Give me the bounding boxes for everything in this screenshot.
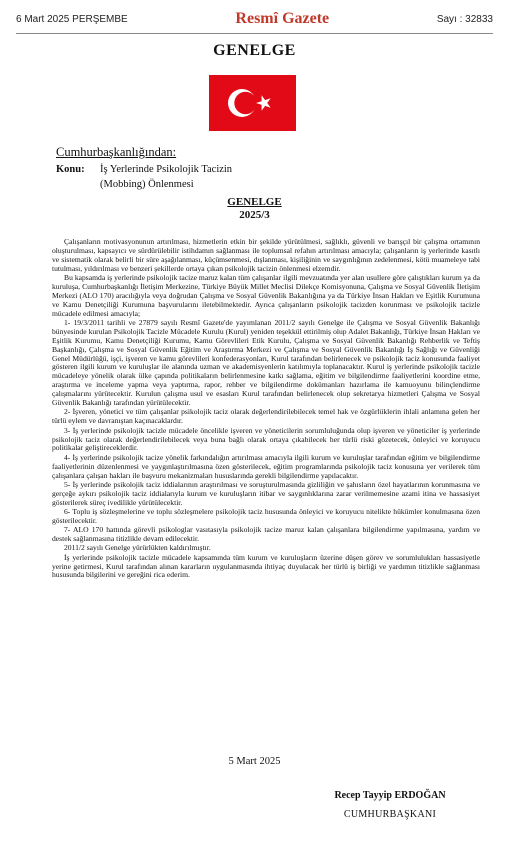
issuing-authority: Cumhurbaşkanlığından: — [56, 145, 177, 159]
paragraph: 2- İşveren, yönetici ve tüm çalışanlar psikolojik taciz olarak değerlendirilebilecek temel hak ve özgürlüklerin ihlali anlamına gelen her türlü eylem ve davranıştan kaçınacaklardır. — [52, 407, 480, 426]
paragraph: 3- İş yerlerinde psikolojik tacizle mücadele öncelikle işveren ve yöneticilerin sorumluluğunda olup işveren ve yöneticiler iş yerlerinde psikolojik taciz olarak değerlendirilebilecek veya buna bağlı olarak ortaya çıkabilecek her türlü riski gözetecek, önleyici ve koruyucu politikalar geliştireceklerdir. — [52, 425, 480, 453]
signatory-name: Recep Tayyip ERDOĞAN — [334, 790, 446, 801]
paragraph: 7- ALO 170 hattında görevli psikologlar vasıtasıyla psikolojik tacize maruz kalan çalışanlara bilgilendirme yapılmasına, yardım ve destek sağlanmasına titizlikle devam edilecektir. — [52, 525, 480, 544]
circular-number: 2025/3 — [239, 209, 270, 221]
section-title: GENELGE — [213, 42, 296, 59]
header-date: 6 Mart 2025 PERŞEMBE — [16, 13, 128, 25]
paragraph: Çalışanların motivasyonunun artırılması, hizmetlerin etkin bir şekilde yürütülmesi, sağlıklı, güvenli ve barışçıl bir çalışma ortamının oluşturulması, kapsayıcı ve sürdürülebilir istihdamın sağlanması ile toplumsal refahın artırılması amacıyla; çalışanların iş yerlerinde kasıtlı ve sistematik olarak belirli bir süre aşağılanması, küçümsenmesi, dışlanması, kişiliğinin ve saygınlığının zedelenmesi, kötü muameleye tabi tutulması, yıldırılması ve benzeri şekillerde ortaya çıkan psikolojik tacizin önlenmesi elzemdir. — [52, 237, 480, 273]
circular-title: GENELGE — [227, 196, 282, 208]
paragraph: Bu kapsamda iş yerlerinde psikolojik tacize maruz kalan tüm çalışanlar ilgili mevzuatında yer alan usullere göre çalıştıkları kurum ya da kuruluşa, Cumhurbaşkanlığı İletişim Merkezine, Türkiye Büyük Millet Meclisi Dilekçe Komisyonuna, Çalışma ve Sosyal Güvenlik İletişim Merkezi (ALO 170) aracılığıyla veya doğrudan Çalışma ve Sosyal Güvenlik Bakanlığına ya da Türkiye İnsan Hakları ve Eşitlik Kurumuna ve Kamu Denetçiliği Kurumuna başvurularını iletebilmektedir. Ayrıca çalışanların psikolojik tacizden korunması ve psikolojik tacizle mücadele edilmesi amacıyla; — [52, 273, 480, 318]
crescent-star-icon — [209, 75, 296, 131]
signatory-title: CUMHURBAŞKANI — [343, 809, 437, 820]
paragraph: İş yerlerinde psikolojik tacizle mücadele kapsamında tüm kurum ve kuruluşların üzerine düşen görev ve sorumlulukları hassasiyetle yerine getirmesi, Kurul tarafından alınan kararların uygulanmasında ihtiyaç duyulacak her türlü iş birliği ve yardımın titizlikle sağlanması hususunda bilgilerini ve gereğini rica ederim. — [52, 552, 480, 580]
gazette-title: Resmî Gazete — [235, 10, 330, 27]
circular-heading — [0, 196, 509, 222]
subject-line-2: (Mobbing) Önlenmesi — [100, 179, 194, 190]
subject-line-1: İş Yerlerinde Psikolojik Tacizin — [100, 164, 233, 175]
circular-body — [52, 238, 480, 581]
paragraph: 5- İş yerlerinde psikolojik taciz iddialarının araştırılması ve soruşturulmasında gizliliğin ve şahısların özel hayatlarının korunmasına ve gerçeğe aykırı psikolojik taciz iddialarıyla kurum ve kuruluşların itibar ve saygınlıklarına zarar verilmemesine azami itina ve hassasiyet gösterilerek süreç ivedilikle yürütülecektir. — [52, 479, 480, 507]
paragraph: 4- İş yerlerinde psikolojik tacize yönelik farkındalığın artırılması amacıyla ilgili kurum ve kuruluşlar tarafından eğitim ve bilgilendirme faaliyetlerinin düzenlenmesi ve yaygınlaştırılmasına özen gösterilecek, eğitim programlarında psikolojik taciz konusuna yer verilerek tüm çalışanlara çalışan hakları ile başvuru mekanizmaları hususlarında gerekli bilgilendirme yapılacaktır. — [52, 452, 480, 480]
subject-block — [56, 162, 300, 192]
subject-text — [100, 162, 300, 192]
paragraph: 1- 19/3/2011 tarihli ve 27879 sayılı Resmî Gazete'de yayımlanan 2011/2 sayılı Genelge ile Çalışma ve Sosyal Güvenlik Bakanlığı bünyesinde kurulan Psikolojik Tacizle Mücadele Kurulu (Kurul) yeniden teşekkül ettirilmiş olup Adalet Bakanlığı, Türkiye İnsan Hakları ve Eşitlik Kurumu, Kamu Denetçiliği Kurumu, Kamu Görevlileri Etik Kurulu, Çalışma ve Sosyal Güvenlik Bakanlığı Rehberlik ve Teftiş Başkanlığı, Çalışma ve Sosyal Güvenlik Eğitim ve Araştırma Merkezi ve Çalışma ve Sosyal Güvenlik Bakanlığı İş Sağlığı ve Güvenliği Genel Müdürlüğü, işçi, işveren ve kamu görevlileri konfederasyonları, Kurul tarafından belirlenecek ve psikolojik taciz konusunda faaliyet gösteren ilgili kurum ve kuruluşlar ile alanında uzman ve akademisyenlerin katılımıyla toplanacaktır. Kurul iş yerlerinde psikolojik tacizle mücadeleye yönelik olarak ülke çapında politikaların belirlenmesine katkı sağlama, eğitim ve bilgilendirme faaliyetlerini koordine etme, araştırma ve inceleme yapma veya yaptırma, rapor, rehber ve bilgilendirme dokümanları hazırlama ile kamuoyunu bilinçlendirme çalışmalarını yürütecektir. Kurulun çalışma usul ve esasları Kurul tarafından belirlenecek olup sekretarya hizmetleri Çalışma ve Sosyal Güvenlik Bakanlığı tarafından yürütülecektir. — [52, 317, 480, 408]
header-rule — [16, 33, 493, 34]
turkish-flag-icon — [209, 75, 296, 131]
subject-label: Konu: — [56, 164, 85, 175]
gazette-header — [16, 8, 493, 30]
issue-number: Sayı : 32833 — [436, 13, 493, 25]
paragraph: 6- Toplu iş sözleşmelerine ve toplu sözleşmelere psikolojik taciz hususunda önleyici ve koruyucu nitelikte hükümler konulmasına özen gösterilecektir. — [52, 506, 480, 525]
paragraph: 2011/2 sayılı Genelge yürürlükten kaldırılmıştır. — [64, 543, 211, 553]
document-date: 5 Mart 2025 — [228, 756, 281, 767]
